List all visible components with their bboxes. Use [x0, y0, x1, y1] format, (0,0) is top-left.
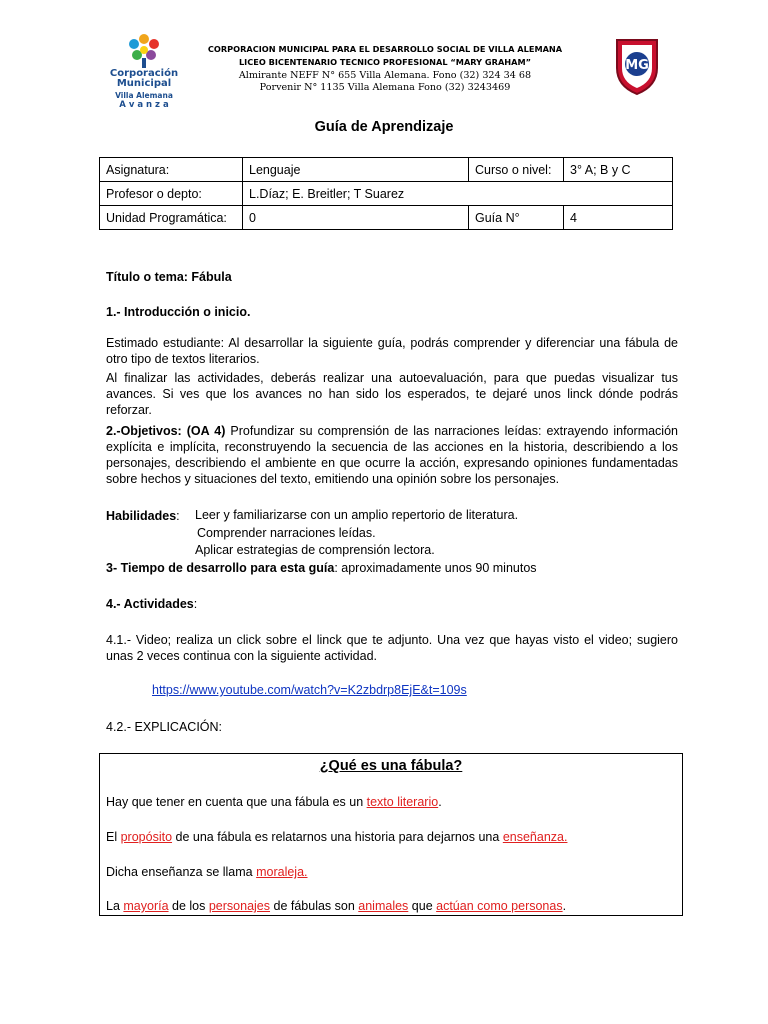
logo-text-corporacion: Corporación — [109, 68, 179, 79]
activity-4-2: 4.2.- EXPLICACIÓN: — [106, 720, 223, 734]
actividades-line — [106, 596, 678, 612]
crest-letters: MG — [625, 58, 649, 73]
corporation-logo-icon — [104, 30, 184, 70]
curso-label: Curso o nivel: — [469, 158, 564, 182]
table-row — [100, 158, 673, 182]
table-row — [100, 206, 673, 230]
shield-icon — [612, 36, 662, 96]
header-address-2: Porvenir N° 1135 Villa Alemana Fono (32) 3243469 — [259, 82, 511, 93]
habilidades-colon: : — [176, 509, 180, 523]
box-line-1 — [106, 795, 442, 809]
explanation-box — [99, 753, 683, 916]
header-corporation-name: CORPORACION MUNICIPAL PARA EL DESARROLLO SOCIAL DE VILLA ALEMANA — [207, 44, 563, 54]
box-line-4 — [106, 899, 566, 913]
highlight-moraleja: moraleja. — [256, 865, 308, 879]
activity-4-1: 4.1.- Video; realiza un click sobre el linck que te adjunto. Una vez que hayas visto el video; sugiero unas 2 veces continua con la siguiente actividad. — [106, 633, 678, 663]
habilidades-label: Habilidades — [106, 509, 177, 523]
unidad-value: 0 — [243, 206, 469, 230]
guia-label: Guía N° — [469, 206, 564, 230]
tema-heading: Título o tema: Fábula — [106, 270, 232, 284]
box-text: El — [106, 830, 121, 844]
habilidad-3: Aplicar estrategias de comprensión lectora. — [195, 543, 435, 557]
actividades-heading: 4.- Actividades — [106, 597, 194, 611]
school-crest — [612, 36, 662, 96]
header-address-1: Almirante NEFF N° 655 Villa Alemana. Fono (32) 324 34 68 — [238, 70, 532, 81]
box-text: . — [438, 795, 442, 809]
intro-paragraph-1: Estimado estudiante: Al desarrollar la siguiente guía, podrás comprender y diferenciar una fábula de otro tipo de textos literarios. — [106, 336, 678, 366]
profesor-label: Profesor o depto: — [100, 182, 243, 206]
habilidad-2: Comprender narraciones leídas. — [197, 526, 376, 540]
highlight-mayoria: mayoría — [123, 899, 169, 913]
profesor-value: L.Díaz; E. Breitler; T Suarez — [243, 182, 673, 206]
unidad-label: Unidad Programática: — [100, 206, 243, 230]
logo-text-villa-alemana: Villa Alemana — [115, 91, 173, 100]
asignatura-label: Asignatura: — [100, 158, 243, 182]
table-row — [100, 182, 673, 206]
highlight-personajes: personajes — [208, 899, 271, 913]
video-link-line — [152, 683, 467, 697]
box-text: La — [106, 899, 124, 913]
highlight-ensenanza: enseñanza. — [502, 830, 568, 844]
logo-text-avanza: A v a n z a — [119, 100, 169, 110]
highlight-texto-literario: texto literario — [366, 795, 439, 809]
box-title: ¿Qué es una fábula? — [319, 758, 463, 774]
box-text: . — [562, 899, 567, 913]
box-text: que — [408, 899, 437, 913]
header-school-name: LICEO BICENTENARIO TECNICO PROFESIONAL “MARY GRAHAM” — [238, 57, 532, 67]
objectives-text: Profundizar su comprensión de las narraciones leídas: extrayendo información explícita e implícita, reconstruyendo la secuencia de las acciones en la historia, describiendo a los personajes, describiendo el ambiente en que ocurre la acción, expresando opiniones fundamentadas sobre hechos y situaciones del texto, emitiendo una opinión sobre los personajes. — [106, 424, 678, 486]
tiempo-heading: 3- Tiempo de desarrollo para esta guía — [106, 561, 335, 575]
habilidad-1: Leer y familiarizarse con un amplio repertorio de literatura. — [195, 508, 519, 522]
intro-paragraph-2: Al finalizar las actividades, deberás realizar una autoevaluación, para que puedas visualizar tus avances. Si ves que los avances no han sido los esperados, te dejaré unos linck dónde podrás reforzar. — [106, 371, 678, 417]
actividades-colon: : — [193, 597, 198, 611]
box-line-3 — [106, 865, 308, 879]
highlight-actuan-como-personas: actúan como personas — [436, 899, 563, 913]
box-text: Dicha enseñanza se llama — [106, 865, 257, 879]
corporation-logo — [104, 30, 184, 112]
box-text: de una fábula es relatarnos una historia para dejarnos una — [172, 830, 503, 844]
logo-text-municipal: Municipal — [116, 78, 172, 89]
box-line-2 — [106, 830, 567, 844]
objectives-heading: 2.-Objetivos: (OA 4) — [106, 424, 226, 438]
asignatura-value: Lenguaje — [243, 158, 469, 182]
tiempo-text: : aproximadamente unos 90 minutos — [334, 561, 537, 575]
box-text: de fábulas son — [270, 899, 359, 913]
tiempo-line — [106, 560, 678, 576]
guia-value: 4 — [564, 206, 673, 230]
intro-heading: 1.- Introducción o inicio. — [106, 305, 251, 319]
highlight-proposito: propósito — [120, 830, 173, 844]
box-text: Hay que tener en cuenta que una fábula es un — [106, 795, 367, 809]
video-link[interactable]: https://www.youtube.com/watch?v=K2zbdrp8EjE&t=109s — [152, 683, 467, 697]
objectives-paragraph — [106, 423, 678, 487]
curso-value: 3° A; B y C — [564, 158, 673, 182]
box-text: de los — [168, 899, 209, 913]
info-table — [99, 157, 673, 230]
document-title: Guía de Aprendizaje — [314, 119, 454, 135]
highlight-animales: animales — [358, 899, 409, 913]
